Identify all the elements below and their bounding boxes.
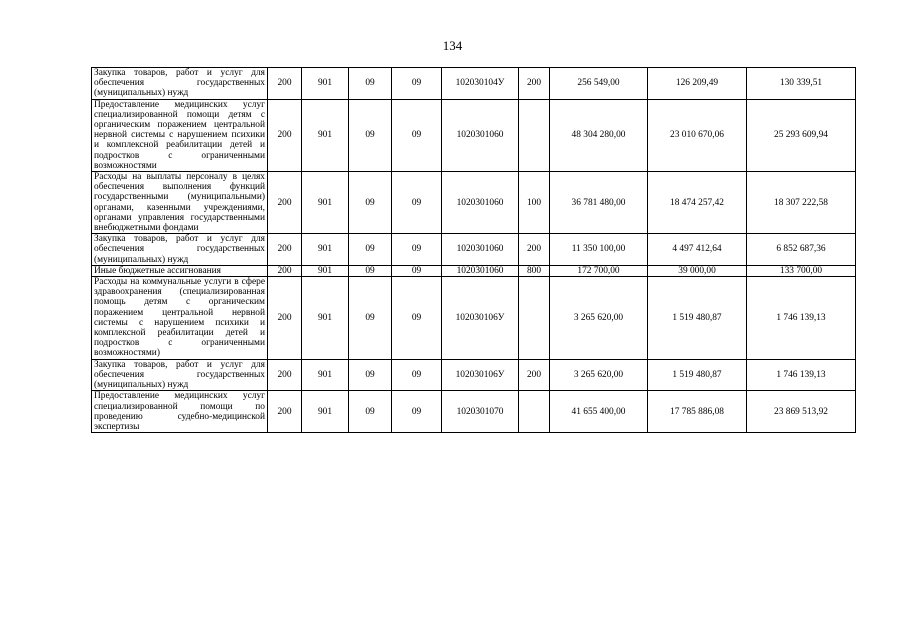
table-row bbox=[92, 99, 856, 171]
target-code: 1020301060 bbox=[442, 99, 519, 171]
code-section: 09 bbox=[349, 359, 392, 391]
code-ministry: 901 bbox=[302, 172, 349, 234]
code-ministry: 901 bbox=[302, 359, 349, 391]
table-row bbox=[92, 265, 856, 276]
code-subsection: 09 bbox=[392, 68, 442, 100]
code-section: 09 bbox=[349, 277, 392, 360]
amount-plan: 11 350 100,00 bbox=[550, 234, 648, 266]
code-subsection: 09 bbox=[392, 277, 442, 360]
budget-table bbox=[91, 67, 856, 433]
amount-plan: 256 549,00 bbox=[550, 68, 648, 100]
amount-plan: 172 700,00 bbox=[550, 265, 648, 276]
target-code: 102030106У bbox=[442, 277, 519, 360]
code-section: 09 bbox=[349, 265, 392, 276]
expense-name: Расходы на выплаты персоналу в целях обеспечения выполнения функций государственными (муниципальными) органами, казенными учреждениями, органами управления государственными внебюджетными фондами bbox=[92, 172, 268, 234]
table-row bbox=[92, 359, 856, 391]
amount-executed: 39 000,00 bbox=[648, 265, 747, 276]
code-section: 09 bbox=[349, 172, 392, 234]
expense-name: Предоставление медицинских услуг специализированной помощи по проведению судебно-медицинской экспертизы bbox=[92, 391, 268, 433]
expense-type-code: 200 bbox=[519, 359, 550, 391]
code-ministry: 901 bbox=[302, 99, 349, 171]
code-admin: 200 bbox=[268, 277, 302, 360]
amount-remaining: 1 746 139,13 bbox=[747, 277, 856, 360]
amount-executed: 1 519 480,87 bbox=[648, 359, 747, 391]
table-row bbox=[92, 234, 856, 266]
table-row bbox=[92, 277, 856, 360]
expense-type-code bbox=[519, 277, 550, 360]
code-admin: 200 bbox=[268, 172, 302, 234]
amount-remaining: 23 869 513,92 bbox=[747, 391, 856, 433]
amount-executed: 17 785 886,08 bbox=[648, 391, 747, 433]
code-subsection: 09 bbox=[392, 172, 442, 234]
expense-type-code: 200 bbox=[519, 234, 550, 266]
amount-remaining: 25 293 609,94 bbox=[747, 99, 856, 171]
expense-name: Закупка товаров, работ и услуг для обеспечения государственных (муниципальных) нужд bbox=[92, 359, 268, 391]
target-code: 1020301060 bbox=[442, 265, 519, 276]
code-ministry: 901 bbox=[302, 277, 349, 360]
amount-remaining: 1 746 139,13 bbox=[747, 359, 856, 391]
amount-remaining: 18 307 222,58 bbox=[747, 172, 856, 234]
code-admin: 200 bbox=[268, 265, 302, 276]
code-admin: 200 bbox=[268, 391, 302, 433]
code-subsection: 09 bbox=[392, 99, 442, 171]
amount-plan: 48 304 280,00 bbox=[550, 99, 648, 171]
code-subsection: 09 bbox=[392, 265, 442, 276]
amount-remaining: 133 700,00 bbox=[747, 265, 856, 276]
target-code: 102030106У bbox=[442, 359, 519, 391]
table-row bbox=[92, 172, 856, 234]
amount-plan: 36 781 480,00 bbox=[550, 172, 648, 234]
amount-executed: 18 474 257,42 bbox=[648, 172, 747, 234]
expense-type-code: 200 bbox=[519, 68, 550, 100]
code-subsection: 09 bbox=[392, 359, 442, 391]
amount-plan: 3 265 620,00 bbox=[550, 359, 648, 391]
expense-type-code: 100 bbox=[519, 172, 550, 234]
code-ministry: 901 bbox=[302, 265, 349, 276]
code-admin: 200 bbox=[268, 234, 302, 266]
target-code: 102030104У bbox=[442, 68, 519, 100]
expense-name: Расходы на коммунальные услуги в сфере здравоохранения (специализированная помощь детям с органическим поражением центральной нервной системы с нарушением психики и комплексной реабилитации детей и подростков с ограниченными возможностями) bbox=[92, 277, 268, 360]
expense-type-code bbox=[519, 99, 550, 171]
code-section: 09 bbox=[349, 234, 392, 266]
amount-remaining: 6 852 687,36 bbox=[747, 234, 856, 266]
amount-plan: 3 265 620,00 bbox=[550, 277, 648, 360]
expense-type-code: 800 bbox=[519, 265, 550, 276]
code-admin: 200 bbox=[268, 68, 302, 100]
expense-name: Предоставление медицинских услуг специализированной помощи детям с органическим поражением центральной нервной системы с нарушением психики и комплексной реабилитации детей и подростков с ограниченными возможностями bbox=[92, 99, 268, 171]
expense-name: Закупка товаров, работ и услуг для обеспечения государственных (муниципальных) нужд bbox=[92, 234, 268, 266]
amount-plan: 41 655 400,00 bbox=[550, 391, 648, 433]
page-number: 134 bbox=[442, 38, 463, 53]
amount-remaining: 130 339,51 bbox=[747, 68, 856, 100]
code-section: 09 bbox=[349, 99, 392, 171]
code-admin: 200 bbox=[268, 359, 302, 391]
code-ministry: 901 bbox=[302, 391, 349, 433]
code-subsection: 09 bbox=[392, 391, 442, 433]
amount-executed: 126 209,49 bbox=[648, 68, 747, 100]
table-row bbox=[92, 68, 856, 100]
table-row bbox=[92, 391, 856, 433]
code-admin: 200 bbox=[268, 99, 302, 171]
code-section: 09 bbox=[349, 68, 392, 100]
amount-executed: 4 497 412,64 bbox=[648, 234, 747, 266]
code-ministry: 901 bbox=[302, 68, 349, 100]
amount-executed: 1 519 480,87 bbox=[648, 277, 747, 360]
target-code: 1020301070 bbox=[442, 391, 519, 433]
amount-executed: 23 010 670,06 bbox=[648, 99, 747, 171]
code-section: 09 bbox=[349, 391, 392, 433]
target-code: 1020301060 bbox=[442, 234, 519, 266]
expense-type-code bbox=[519, 391, 550, 433]
code-ministry: 901 bbox=[302, 234, 349, 266]
code-subsection: 09 bbox=[392, 234, 442, 266]
target-code: 1020301060 bbox=[442, 172, 519, 234]
expense-name: Закупка товаров, работ и услуг для обеспечения государственных (муниципальных) нужд bbox=[92, 68, 268, 100]
expense-name: Иные бюджетные ассигнования bbox=[92, 265, 268, 276]
